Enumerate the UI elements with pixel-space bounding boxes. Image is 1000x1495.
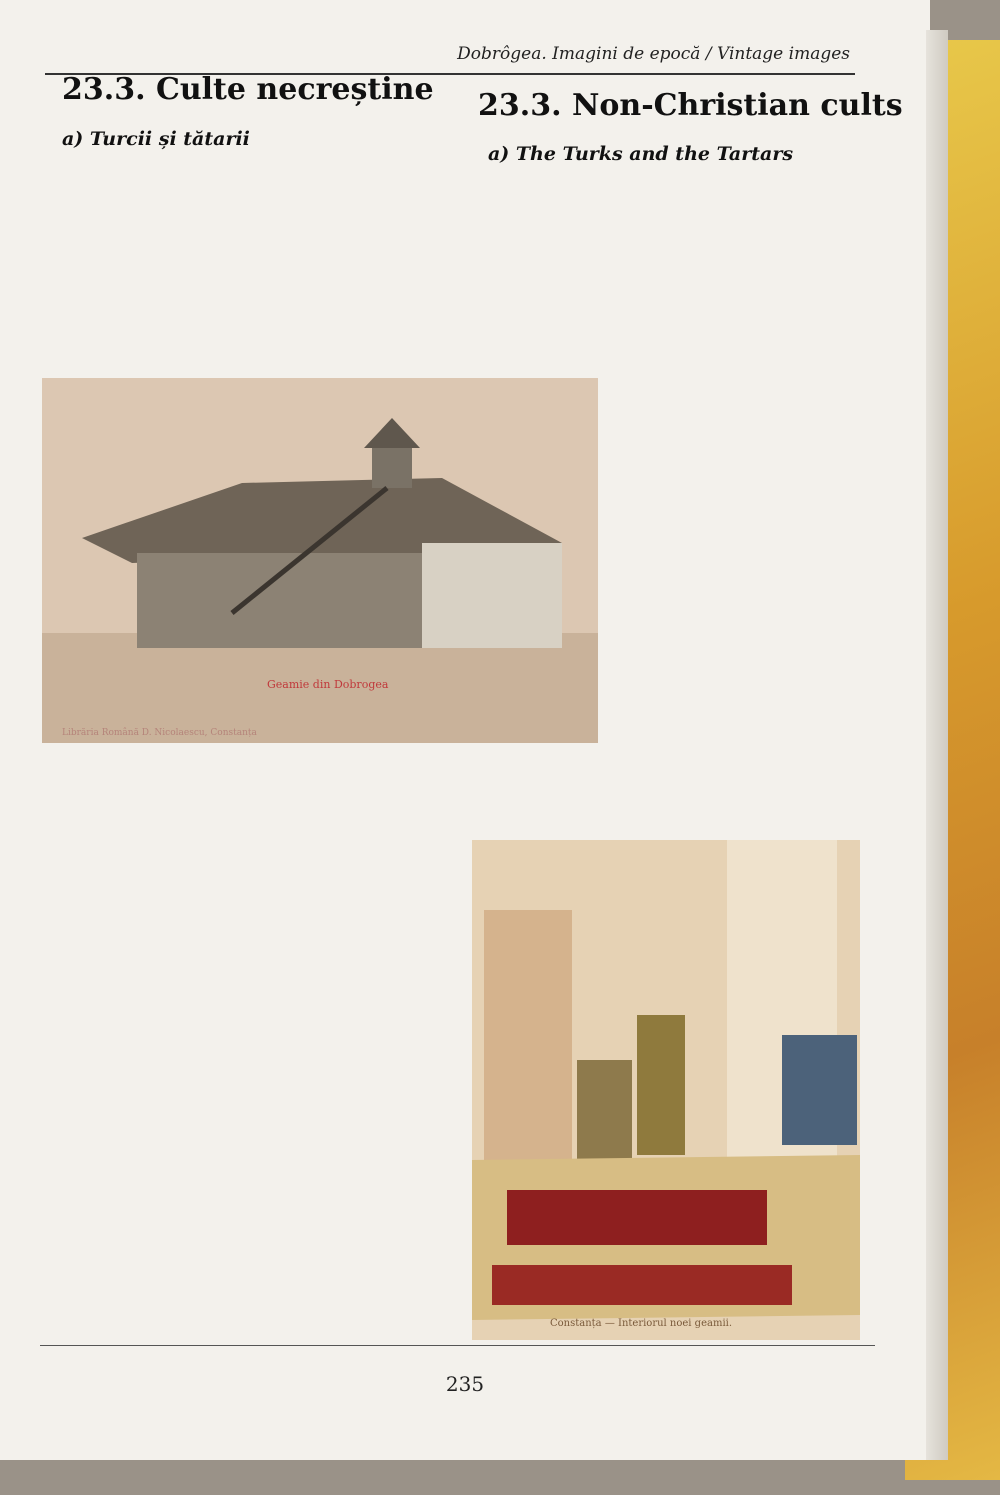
- mosque-caption: Geamie din Dobrogea: [267, 678, 389, 691]
- title-english: 23.3. Non-Christian cults: [478, 88, 903, 123]
- title-romanian: 23.3. Culte necreștine: [62, 72, 434, 107]
- subtitle-romanian: a) Turcii și tătarii: [62, 128, 250, 150]
- footer-rule: [40, 1345, 875, 1346]
- mosque-photo: [42, 378, 598, 743]
- interior-caption: Constanța — Interiorul noei geamii.: [550, 1318, 733, 1329]
- mosque-interior-photo: [472, 840, 860, 1340]
- page-stack-edge: [926, 30, 948, 1460]
- mosque-publisher: Librăria Română D. Nicolaescu, Constanța: [62, 728, 257, 738]
- subtitle-english: a) The Turks and the Tartars: [488, 143, 794, 165]
- page-number: 235: [445, 1372, 485, 1396]
- running-header: Dobrôgea. Imagini de epocă / Vintage images: [457, 44, 850, 64]
